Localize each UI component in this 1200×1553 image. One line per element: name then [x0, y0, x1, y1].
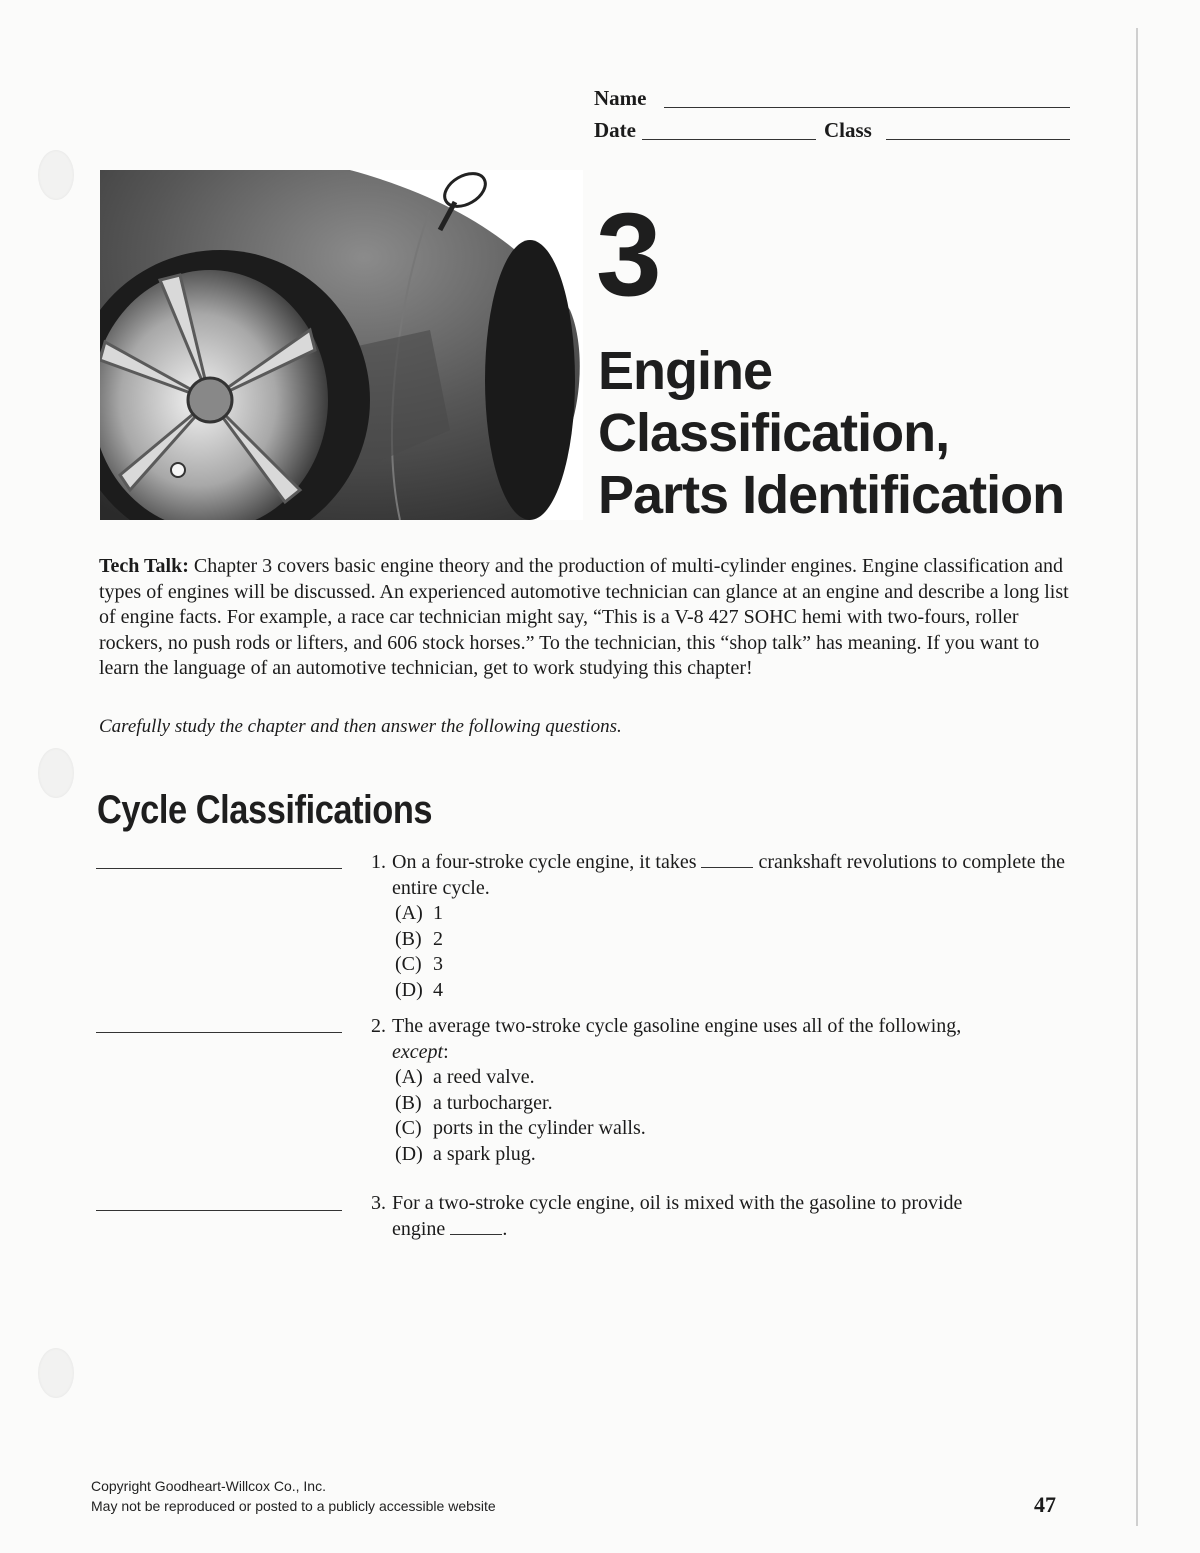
car-wheel-photo: [100, 170, 583, 520]
option: [395, 952, 1072, 978]
binder-hole-top: [38, 150, 74, 200]
option-label: (B): [395, 1091, 422, 1114]
name-label: Name: [594, 86, 647, 110]
reproduction-notice: May not be reproduced or posted to a publicly accessible website: [91, 1498, 496, 1514]
option-text: a reed valve.: [433, 1066, 535, 1088]
option-label: (B): [395, 927, 422, 950]
option-label: (D): [395, 978, 423, 1001]
tech-talk-lead: Tech Talk:: [99, 555, 189, 577]
inline-blank: [450, 1220, 502, 1235]
option: [395, 1065, 962, 1091]
question-3: [362, 1191, 1002, 1242]
stem-emphasis: except: [392, 1040, 444, 1063]
date-field[interactable]: [642, 139, 816, 140]
question-2: [362, 1014, 962, 1167]
tech-talk-paragraph: [99, 554, 1074, 682]
option: [395, 927, 1072, 953]
option-label: (C): [395, 953, 422, 975]
question-1: [362, 850, 1072, 1003]
answer-field-2[interactable]: [96, 1032, 342, 1033]
answer-field-1[interactable]: [96, 868, 342, 869]
stem-text: :: [443, 1040, 449, 1063]
option-text: 3: [433, 953, 443, 975]
question-stem: [392, 850, 1072, 901]
question-stem: [392, 1014, 962, 1065]
option-text: ports in the cylinder walls.: [433, 1117, 646, 1139]
option-label: (C): [395, 1117, 422, 1139]
class-label: Class: [824, 118, 872, 142]
answer-field-3[interactable]: [96, 1210, 342, 1211]
page-number: 47: [1034, 1492, 1056, 1517]
instructions: Carefully study the chapter and then answer the following questions.: [99, 716, 622, 737]
copyright-line: Copyright Goodheart-Willcox Co., Inc.: [91, 1478, 326, 1494]
footer: [91, 1476, 496, 1516]
option-text: a spark plug.: [433, 1142, 536, 1165]
page-edge-line: [1136, 28, 1138, 1526]
option-label: (D): [395, 1142, 423, 1165]
stem-text: .: [502, 1217, 508, 1240]
date-label: Date: [594, 118, 636, 142]
question-number: 2.: [371, 1015, 386, 1037]
option: [395, 978, 1072, 1004]
option: [395, 901, 1072, 927]
option: [395, 1091, 962, 1117]
binder-hole-middle: [38, 748, 74, 798]
section-heading: Cycle Classifications: [97, 788, 433, 832]
stem-text: crankshaft revolutions to complete the entire cycle.: [392, 851, 1066, 899]
question-stem: [392, 1191, 1002, 1242]
option-text: 1: [433, 902, 443, 924]
binder-hole-bottom: [38, 1348, 74, 1398]
inline-blank: [701, 853, 753, 868]
stem-text: For a two-stroke cycle engine, oil is mixed with the gasoline to provide engine: [392, 1192, 963, 1240]
stem-text: On a four-stroke cycle engine, it takes: [392, 851, 702, 873]
option-label: (A): [395, 1066, 423, 1088]
question-number: 1.: [371, 851, 386, 873]
option: [395, 1116, 962, 1142]
tech-talk-text: Chapter 3 covers basic engine theory and the production of multi-cylinder engines. Engine classification and types of engines will be discussed. An experienced automotive technician can glance at an engine and describe a long list of engine facts. For example, a race car technician might say, “This is a V-8 427 SOHC hemi with two-fours, roller rockers, no push rods or lifters, and 606 stock horses.” To the technician, this “shop talk” has meaning. If you want to learn the language of an automotive technician, get to work studying this chapter!: [99, 555, 1069, 679]
stem-text: The average two-stroke cycle gasoline engine uses all of the following,: [392, 1015, 962, 1037]
option: [395, 1142, 962, 1168]
chapter-title-line-1: Engine: [598, 341, 773, 401]
option-label: (A): [395, 902, 423, 924]
chapter-title-line-3: Parts Identification: [598, 465, 1065, 525]
class-field[interactable]: [886, 139, 1070, 140]
chapter-title-line-2: Classification,: [598, 403, 950, 463]
name-field[interactable]: [664, 107, 1070, 108]
chapter-title: [598, 340, 1098, 526]
option-text: 4: [433, 978, 443, 1001]
option-text: 2: [433, 927, 443, 950]
question-number: 3.: [371, 1192, 386, 1214]
chapter-number: 3: [596, 189, 662, 321]
option-text: a turbocharger.: [433, 1091, 553, 1114]
